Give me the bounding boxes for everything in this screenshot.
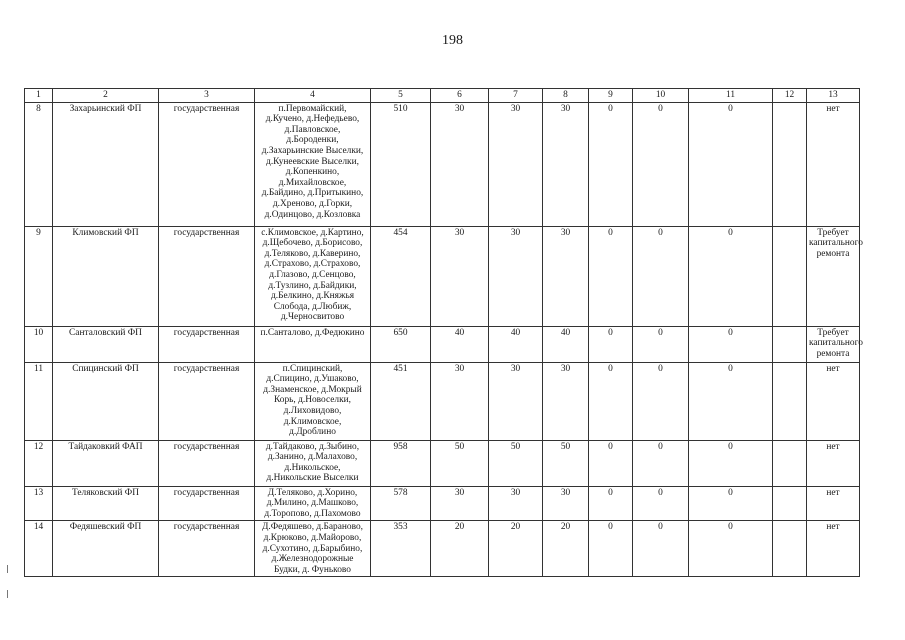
cell-col13: нет [807, 521, 860, 577]
cell-col8: 30 [543, 362, 589, 440]
table-row [25, 362, 860, 440]
row-number: 12 [25, 440, 53, 486]
cell-col8: 50 [543, 440, 589, 486]
cell-col7: 40 [489, 326, 543, 362]
ownership-type: государственная [159, 326, 255, 362]
ownership-type: государственная [159, 521, 255, 577]
served-localities: п.Санталово, д.Федюкино [255, 326, 371, 362]
cell-col9: 0 [589, 440, 633, 486]
cell-col5: 650 [371, 326, 431, 362]
cell-col5: 510 [371, 102, 431, 226]
cell-col11: 0 [689, 362, 773, 440]
served-localities: Д.Теляково, д.Хорино, д.Милино, д.Машково, д.Торопово, д.Пахомово [255, 486, 371, 521]
column-header: 8 [543, 89, 589, 103]
header-row [25, 89, 860, 103]
cell-col6: 30 [431, 362, 489, 440]
row-number: 8 [25, 102, 53, 226]
ownership-type: государственная [159, 440, 255, 486]
table-row [25, 326, 860, 362]
margin-mark [7, 565, 8, 573]
table-row [25, 226, 860, 326]
column-header: 13 [807, 89, 860, 103]
row-number: 11 [25, 362, 53, 440]
cell-col9: 0 [589, 102, 633, 226]
page-number: 198 [442, 33, 463, 48]
cell-col5: 578 [371, 486, 431, 521]
cell-col7: 30 [489, 102, 543, 226]
cell-col9: 0 [589, 226, 633, 326]
cell-col13: Требует капитального ремонта [807, 226, 860, 326]
data-table [24, 88, 863, 577]
ownership-type: государственная [159, 362, 255, 440]
column-header: 11 [689, 89, 773, 103]
cell-col10: 0 [633, 362, 689, 440]
cell-col7: 20 [489, 521, 543, 577]
cell-col7: 30 [489, 486, 543, 521]
cell-col12 [773, 102, 807, 226]
column-header: 2 [53, 89, 159, 103]
cell-col8: 30 [543, 102, 589, 226]
cell-col6: 30 [431, 226, 489, 326]
column-header: 4 [255, 89, 371, 103]
cell-col9: 0 [589, 362, 633, 440]
cell-col9: 0 [589, 521, 633, 577]
ownership-type: государственная [159, 486, 255, 521]
cell-col10: 0 [633, 226, 689, 326]
facility-name: Спицинский ФП [53, 362, 159, 440]
cell-col12 [773, 440, 807, 486]
cell-col10: 0 [633, 486, 689, 521]
column-header: 3 [159, 89, 255, 103]
cell-col6: 50 [431, 440, 489, 486]
column-header: 10 [633, 89, 689, 103]
cell-col7: 30 [489, 362, 543, 440]
cell-col6: 30 [431, 486, 489, 521]
cell-col12 [773, 362, 807, 440]
cell-col12 [773, 226, 807, 326]
cell-col6: 30 [431, 102, 489, 226]
cell-col5: 958 [371, 440, 431, 486]
served-localities: п.Спицинский, д.Спицино, д.Ушаково, д.Знаменское, д.Мокрый Корь, д.Новоселки, д.Лиховидово, д.Климовское, д.Дроблино [255, 362, 371, 440]
facility-name: Федяшевский ФП [53, 521, 159, 577]
column-header: 7 [489, 89, 543, 103]
column-header: 9 [589, 89, 633, 103]
column-header: 12 [773, 89, 807, 103]
cell-col5: 454 [371, 226, 431, 326]
table-row [25, 521, 860, 577]
cell-col13: нет [807, 440, 860, 486]
cell-col11: 0 [689, 440, 773, 486]
cell-col12 [773, 521, 807, 577]
cell-col12 [773, 486, 807, 521]
cell-col6: 40 [431, 326, 489, 362]
cell-col5: 451 [371, 362, 431, 440]
cell-col11: 0 [689, 521, 773, 577]
cell-col13: нет [807, 362, 860, 440]
facility-name: Захарьинский ФП [53, 102, 159, 226]
cell-col13: нет [807, 486, 860, 521]
cell-col5: 353 [371, 521, 431, 577]
table-row [25, 486, 860, 521]
cell-col9: 0 [589, 486, 633, 521]
cell-col8: 20 [543, 521, 589, 577]
facility-name: Санталовский ФП [53, 326, 159, 362]
table-row [25, 102, 860, 226]
cell-col13: нет [807, 102, 860, 226]
cell-col8: 40 [543, 326, 589, 362]
served-localities: с.Климовское, д.Картино, д.Щебочево, д.Борисово, д.Теляково, д.Каверино, д.Страхово, д.Страхово, д.Глазово, д.Сенцово, д.Тузлино, д.Байдики, д.Белкино, д.Княжья Слобода, д.Любиж, д.Черносвитово [255, 226, 371, 326]
served-localities: д.Тайдаково, д.Зыбино, д.Занино, д.Малахово, д.Никольское, д.Никольские Выселки [255, 440, 371, 486]
row-number: 10 [25, 326, 53, 362]
cell-col7: 30 [489, 226, 543, 326]
cell-col9: 0 [589, 326, 633, 362]
served-localities: п.Первомайский, д.Кучено, д.Нефедьево, д.Павловское, д.Бороденки, д.Захарьинские Выселки, д.Кунеевские Выселки, д.Копенкино, д.Михайловское, д.Байдино, д.Притыкино, д.Хреново, д.Горки, д.Одинцово, д.Козловка [255, 102, 371, 226]
row-number: 9 [25, 226, 53, 326]
facility-name: Теляковский ФП [53, 486, 159, 521]
cell-col7: 50 [489, 440, 543, 486]
column-header: 1 [25, 89, 53, 103]
cell-col8: 30 [543, 226, 589, 326]
cell-col13: Требует капитального ремонта [807, 326, 860, 362]
ownership-type: государственная [159, 226, 255, 326]
ownership-type: государственная [159, 102, 255, 226]
cell-col12 [773, 326, 807, 362]
table-row [25, 440, 860, 486]
cell-col6: 20 [431, 521, 489, 577]
cell-col10: 0 [633, 326, 689, 362]
cell-col8: 30 [543, 486, 589, 521]
cell-col10: 0 [633, 440, 689, 486]
cell-col11: 0 [689, 102, 773, 226]
facility-name: Тайдаковкий ФАП [53, 440, 159, 486]
column-header: 6 [431, 89, 489, 103]
cell-col10: 0 [633, 521, 689, 577]
cell-col10: 0 [633, 102, 689, 226]
served-localities: Д.Федяшево, д.Бараново, д.Крюково, д.Майорово, д.Сухотино, д.Барыбино, д.Железнодорожные Будки, д. Фуньково [255, 521, 371, 577]
cell-col11: 0 [689, 326, 773, 362]
row-number: 14 [25, 521, 53, 577]
column-header: 5 [371, 89, 431, 103]
margin-mark [7, 590, 8, 598]
facility-name: Климовский ФП [53, 226, 159, 326]
cell-col11: 0 [689, 226, 773, 326]
cell-col11: 0 [689, 486, 773, 521]
row-number: 13 [25, 486, 53, 521]
